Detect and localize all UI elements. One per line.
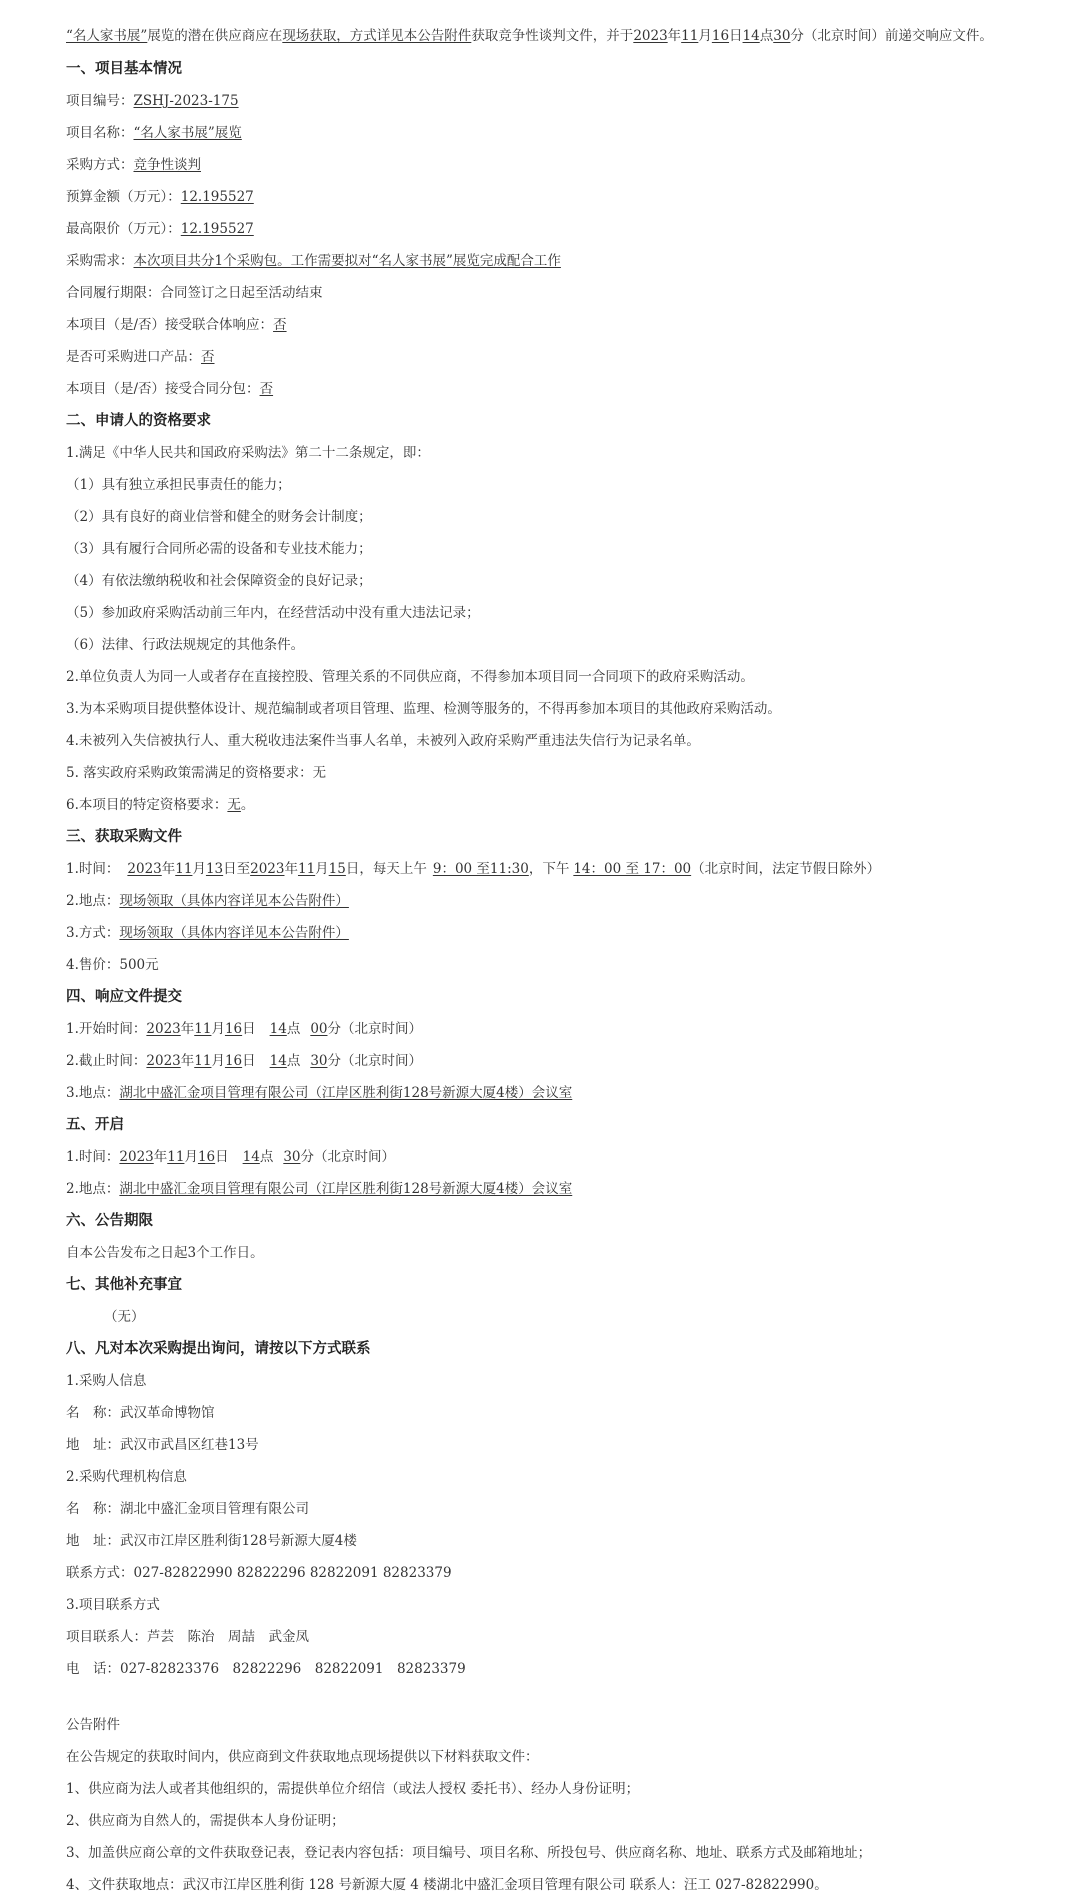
section-1-heading: 一、项目基本情况 — [66, 61, 182, 77]
deadline-hour: 14 — [742, 28, 760, 44]
qualification-clause: （5）参加政府采购活动前三年内，在经营活动中没有重大违法记录； — [66, 605, 480, 621]
intro-text: 月 — [698, 28, 712, 44]
field-label: 1.开始时间： — [66, 1021, 147, 1037]
field-label: 采购需求： — [66, 253, 134, 269]
start-minute: 00 — [310, 1021, 328, 1037]
opening-month: 11 — [167, 1149, 185, 1165]
field-label: 2.地点： — [66, 893, 120, 909]
project-contact-title: 3.项目联系方式 — [66, 1597, 160, 1613]
price-row: 4.售价：500元 — [66, 957, 159, 973]
special-qualification-row — [66, 796, 254, 814]
end-hour: 14 — [269, 1053, 287, 1069]
opening-minute: 30 — [283, 1149, 301, 1165]
attachment-item: 2、供应商为自然人的，需提供本人身份证明； — [66, 1813, 345, 1829]
field-label: 3.地点： — [66, 1085, 120, 1101]
end-minute: 30 — [310, 1053, 328, 1069]
agent-phone: 联系方式：027-82822990 82822296 82822091 82823379 — [66, 1565, 452, 1581]
qualification-clause: （4）有依法缴纳税收和社会保障资金的良好记录； — [66, 573, 372, 589]
time-note: 分（北京时间） — [327, 1053, 422, 1069]
qualification-item: 3.为本采购项目提供整体设计、规范编制或者项目管理、监理、检测等服务的，不得再参加本项目的其他政府采购活动。 — [66, 701, 781, 717]
field-label: 合同履行期限： — [66, 285, 161, 301]
date-unit: ，下午 — [528, 861, 570, 877]
start-year: 2023 — [146, 1021, 181, 1037]
agent-name: 名 称：湖北中盛汇金项目管理有限公司 — [66, 1501, 309, 1517]
qualification-item: 4.未被列入失信被执行人、重大税收违法案件当事人名单，未被列入政府采购严重违法失信行为记录名单。 — [66, 733, 700, 749]
start-day: 16 — [224, 1021, 243, 1037]
import-products-value: 否 — [201, 349, 215, 365]
acquire-time-row — [66, 860, 880, 878]
procurement-method: 竞争性谈判 — [133, 157, 201, 173]
intro-text: 展览的潜在供应商应在 — [147, 28, 283, 44]
field-label: 本项目（是/否）接受合同分包： — [66, 381, 260, 397]
date-unit: 日 — [215, 1149, 229, 1165]
attachment-intro: 在公告规定的获取时间内，供应商到文件获取地点现场提供以下材料获取文件： — [66, 1749, 539, 1765]
date-unit: 日 — [242, 1021, 256, 1037]
end-month: 11 — [297, 861, 316, 877]
date-unit: 点 — [286, 1053, 301, 1069]
buyer-name: 名 称：武汉革命博物馆 — [66, 1405, 215, 1421]
end-month: 11 — [194, 1053, 212, 1069]
acquire-way: 现场领取（具体内容详见本公告附件） — [119, 925, 349, 941]
opening-day: 16 — [197, 1149, 216, 1165]
section-4-heading: 四、响应文件提交 — [66, 989, 182, 1005]
qualification-item: 2.单位负责人为同一人或者存在直接控股、管理关系的不同供应商，不得参加本项目同一合同项下的政府采购活动。 — [66, 669, 754, 685]
section-7-heading: 七、其他补充事宜 — [66, 1277, 182, 1293]
opening-place: 湖北中盛汇金项目管理有限公司（江岸区胜利街128号新源大厦4楼）会议室 — [119, 1181, 573, 1197]
field-label: 本项目（是/否）接受联合体响应： — [66, 317, 274, 333]
field-label: 6.本项目的特定资格要求： — [66, 797, 228, 813]
submission-place: 湖北中盛汇金项目管理有限公司（江岸区胜利街128号新源大厦4楼）会议室 — [119, 1085, 573, 1101]
attachment-title: 公告附件 — [66, 1717, 120, 1733]
start-month: 11 — [175, 861, 193, 877]
budget-amount: 12.195527 — [180, 189, 254, 205]
import-products-row — [66, 348, 215, 366]
acquire-place: 现场领取（具体内容详见本公告附件） — [119, 893, 349, 909]
start-day: 13 — [205, 861, 224, 877]
field-label: 是否可采购进口产品： — [66, 349, 201, 365]
date-unit: 点 — [286, 1021, 301, 1037]
start-month: 11 — [194, 1021, 212, 1037]
field-label: 2.截止时间： — [66, 1053, 147, 1069]
qualification-item: 1.满足《中华人民共和国政府采购法》第二十二条规定，即： — [66, 445, 430, 461]
contract-period-row — [66, 284, 323, 302]
procurement-method-row — [66, 156, 201, 174]
project-contact-people: 项目联系人：芦芸 陈治 周喆 武金凤 — [66, 1629, 309, 1645]
deadline-day: 16 — [711, 28, 730, 44]
deadline-minute: 30 — [773, 28, 791, 44]
submission-start-row — [66, 1020, 422, 1038]
date-unit: 月 — [211, 1021, 225, 1037]
time-note: （北京时间，法定节假日除外） — [691, 861, 881, 877]
subcontract-row — [66, 380, 273, 398]
project-name: “名人家书展”展览 — [133, 125, 242, 141]
attachment-item: 3、加盖供应商公章的文件获取登记表，登记表内容包括：项目编号、项目名称、所投包号、供应商名称、地址、联系方式及邮箱地址； — [66, 1845, 872, 1861]
intro-text: 获取竞争性谈判文件，并于 — [471, 28, 634, 44]
buyer-info-title: 1.采购人信息 — [66, 1373, 147, 1389]
project-code-row — [66, 92, 239, 110]
project-name-row — [66, 124, 242, 142]
opening-time-row — [66, 1148, 395, 1166]
end-day: 16 — [224, 1053, 243, 1069]
qualification-item: 5. 落实政府采购政策需满足的资格要求：无 — [66, 765, 327, 781]
special-qualification-value: 无 — [227, 797, 241, 813]
project-title-ref: “名人家书展” — [66, 28, 148, 44]
deadline-year: 2023 — [633, 28, 668, 44]
max-price-row — [66, 220, 254, 238]
project-contact-phone: 电 话：027-82823376 82822296 82822091 82823379 — [66, 1661, 466, 1677]
subcontract-value: 否 — [259, 381, 274, 397]
intro-line — [66, 27, 993, 45]
date-unit: 点 — [259, 1149, 274, 1165]
field-label: 项目名称： — [66, 125, 134, 141]
morning-hours: 9：00 至11:30 — [432, 861, 529, 877]
requirement-row — [66, 252, 561, 270]
time-note: 分（北京时间） — [300, 1149, 395, 1165]
intro-text: 日 — [729, 28, 743, 44]
qualification-clause: （6）法律、行政法规规定的其他条件。 — [66, 637, 305, 653]
submission-deadline-row — [66, 1052, 422, 1070]
start-hour: 14 — [269, 1021, 287, 1037]
intro-text: 点 — [759, 28, 774, 44]
acquire-place-row — [66, 892, 349, 910]
opening-year: 2023 — [119, 1149, 154, 1165]
submission-place-row — [66, 1084, 572, 1102]
attachment-item: 4、文件获取地点：武汉市江岸区胜利街 128 号新源大厦 4 楼湖北中盛汇金项目管理有限公司 联系人：汪工 027-82822990。 — [66, 1877, 828, 1893]
intro-text: 年 — [667, 28, 682, 44]
date-unit: 年 — [180, 1021, 195, 1037]
qualification-clause: （1）具有独立承担民事责任的能力； — [66, 477, 291, 493]
field-label: 1.时间： — [66, 1149, 120, 1165]
agent-info-title: 2.采购代理机构信息 — [66, 1469, 187, 1485]
notice-period: 自本公告发布之日起3个工作日。 — [66, 1245, 264, 1261]
section-3-heading: 三、获取采购文件 — [66, 829, 182, 845]
start-year: 2023 — [127, 861, 162, 877]
budget-row — [66, 188, 254, 206]
section-6-heading: 六、公告期限 — [66, 1213, 153, 1229]
date-unit: 年 — [284, 861, 298, 877]
end-year: 2023 — [146, 1053, 181, 1069]
field-label: 项目编号： — [66, 93, 134, 109]
acquire-method-ref: 现场获取，方式详见本公告附件 — [282, 28, 472, 44]
date-unit: 日，每天上午 — [345, 861, 427, 877]
supplementary-matters: （无） — [104, 1309, 145, 1325]
acquire-way-row — [66, 924, 349, 942]
punctuation: 。 — [240, 797, 255, 813]
date-unit: 年 — [180, 1053, 195, 1069]
date-unit: 日 — [242, 1053, 256, 1069]
joint-response-row — [66, 316, 287, 334]
project-code: ZSHJ-2023-175 — [133, 93, 239, 109]
date-unit: 日至 — [223, 861, 251, 877]
joint-response-value: 否 — [273, 317, 287, 333]
end-day: 15 — [328, 861, 346, 877]
date-unit: 年 — [161, 861, 176, 877]
field-label: 2.地点： — [66, 1181, 120, 1197]
qualification-clause: （2）具有良好的商业信誉和健全的财务会计制度； — [66, 509, 372, 525]
section-8-heading: 八、凡对本次采购提出询问，请按以下方式联系 — [66, 1341, 371, 1357]
field-label: 3.方式： — [66, 925, 120, 941]
procurement-requirement: 本次项目共分1个采购包。工作需要拟对“名人家书展”展览完成配合工作 — [133, 253, 561, 269]
time-note: 分（北京时间） — [327, 1021, 422, 1037]
buyer-address: 地 址：武汉市武昌区红巷13号 — [66, 1437, 259, 1453]
date-unit: 月 — [211, 1053, 225, 1069]
field-label: 预算金额（万元）： — [66, 189, 181, 205]
intro-text: 分（北京时间）前递交响应文件。 — [790, 28, 993, 44]
deadline-month: 11 — [681, 28, 699, 44]
date-unit: 月 — [192, 861, 206, 877]
agent-address: 地 址：武汉市江岸区胜利街128号新源大厦4楼 — [66, 1533, 357, 1549]
afternoon-hours: 14：00 至 17：00 — [573, 861, 692, 877]
end-year: 2023 — [250, 861, 285, 877]
field-label: 采购方式： — [66, 157, 134, 173]
section-5-heading: 五、开启 — [66, 1117, 124, 1133]
date-unit: 月 — [184, 1149, 198, 1165]
field-label: 1.时间： — [66, 861, 120, 877]
opening-hour: 14 — [242, 1149, 260, 1165]
contract-period: 合同签订之日起至活动结束 — [160, 285, 323, 301]
date-unit: 月 — [315, 861, 329, 877]
max-price: 12.195527 — [180, 221, 254, 237]
attachment-item: 1、供应商为法人或者其他组织的，需提供单位介绍信（或法人授权 委托书）、经办人身份证明； — [66, 1781, 640, 1797]
opening-place-row — [66, 1180, 572, 1198]
section-2-heading: 二、申请人的资格要求 — [66, 413, 211, 429]
date-unit: 年 — [153, 1149, 168, 1165]
qualification-clause: （3）具有履行合同所必需的设备和专业技术能力； — [66, 541, 372, 557]
field-label: 最高限价（万元）： — [66, 221, 181, 237]
